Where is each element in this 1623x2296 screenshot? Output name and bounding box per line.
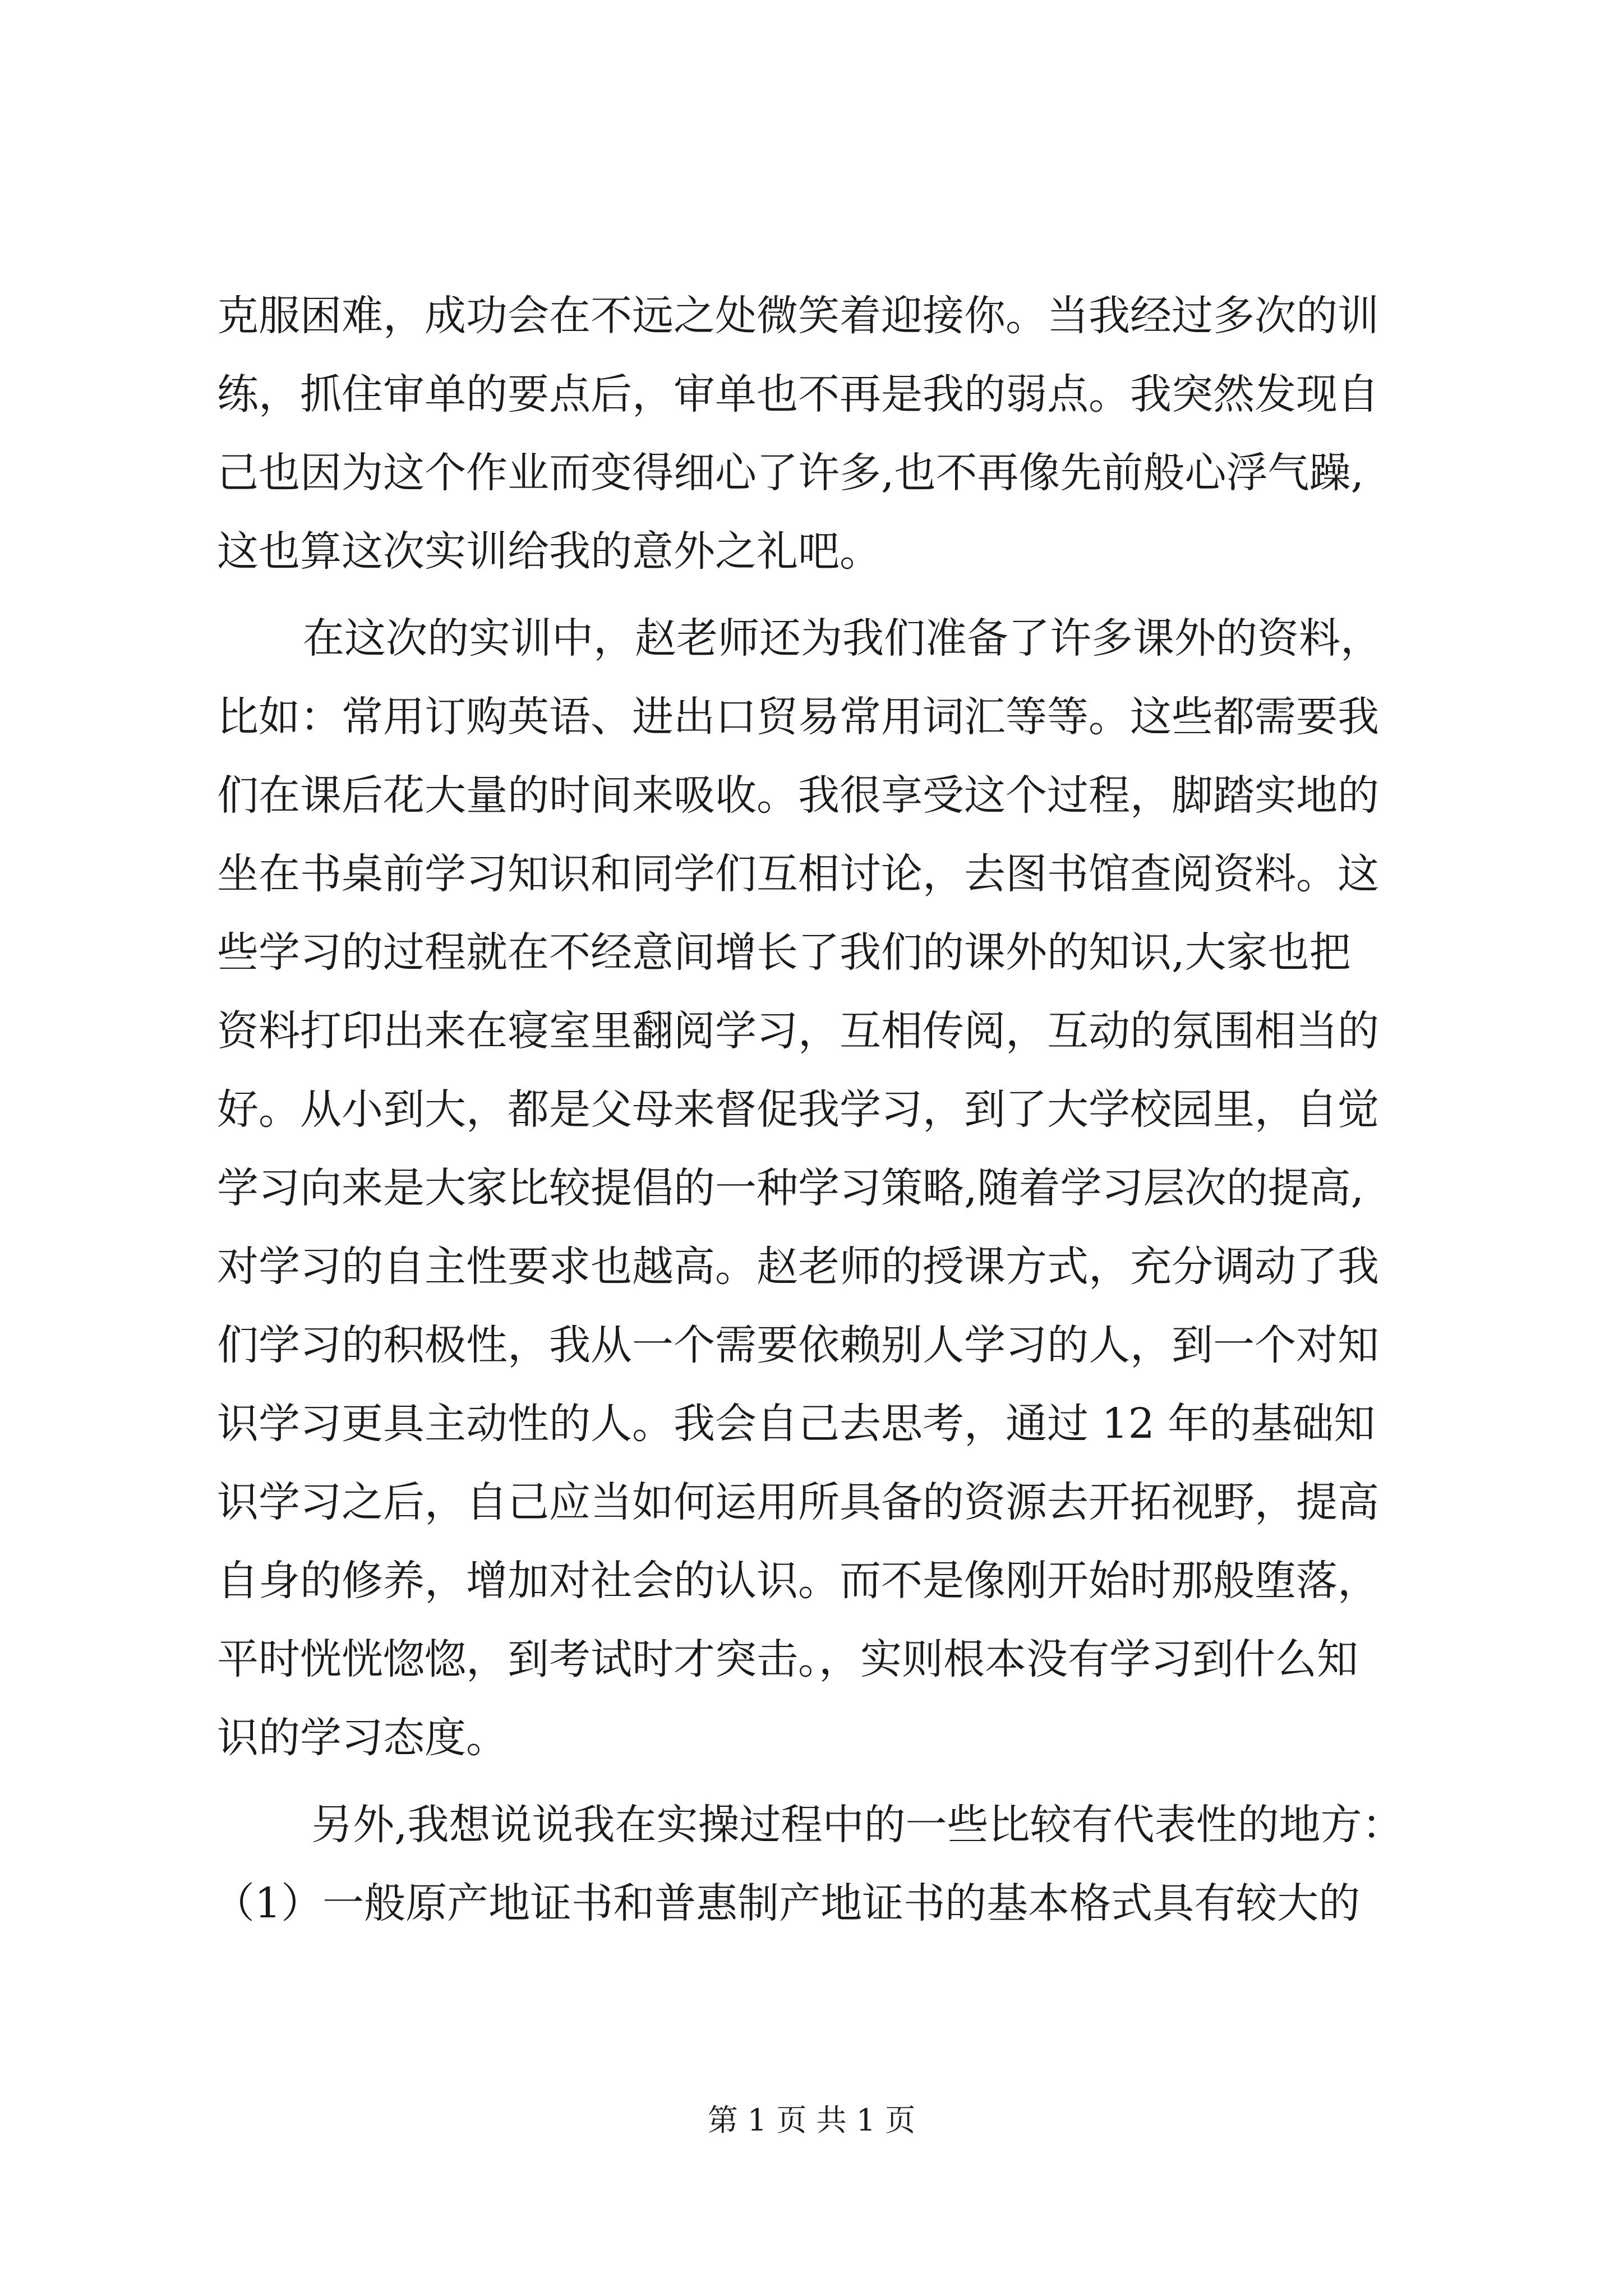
text-line: 坐在书桌前学习知识和同学们互相讨论，去图书馆查阅资料。这 [217,850,1379,898]
text-line: 克服困难，成功会在不远之处微笑着迎接你。当我经过多次的训 [217,292,1379,340]
text-line: 在这次的实训中，赵老师还为我们准备了许多课外的资料， [303,614,1382,662]
text-line: 自身的修养，增加对社会的认识。而不是像刚开始时那般堕落， [217,1557,1379,1605]
text-line: 好。从小到大，都是父母来督促我学习，到了大学校园里，自觉 [217,1085,1379,1134]
text-line: 练，抓住审单的要点后，审单也不再是我的弱点。我突然发现自 [217,370,1379,418]
text-line: 平时恍恍惚惚，到考试时才突击。，实则根本没有学习到什么知 [217,1635,1358,1683]
text-line: 识的学习态度。 [217,1714,508,1762]
text-line: 对学习的自主性要求也越高。赵老师的授课方式，充分调动了我 [217,1243,1379,1291]
text-line: 己也因为这个作业而变得细心了许多,也不再像先前般心浮气躁, [217,449,1364,497]
text-line: 比如：常用订购英语、进出口贸易常用词汇等等。这些都需要我 [217,693,1379,741]
page-footer: 第 1 页 共 1 页 [707,2102,916,2138]
text-line: 这也算这次实训给我的意外之礼吧。 [217,527,881,576]
text-line: 些学习的过程就在不经意间增长了我们的课外的知识,大家也把 [217,928,1351,977]
text-line: 们在课后花大量的时间来吸收。我很享受这个过程，脚踏实地的 [217,771,1379,820]
text-line: 另外,我想说说我在实操过程中的一些比较有代表性的地方： [311,1801,1404,1849]
text-line: 学习向来是大家比较提倡的一种学习策略,随着学习层次的提高, [217,1164,1364,1212]
text-line: 识学习更具主动性的人。我会自己去思考，通过 12 年的基础知 [217,1400,1376,1448]
text-line: （1）一般原产地证书和普惠制产地证书的基本格式具有较大的 [213,1879,1361,1927]
text-line: 识学习之后，自己应当如何运用所具备的资源去开拓视野，提高 [217,1478,1379,1526]
text-line: 资料打印出来在寝室里翻阅学习，互相传阅，互动的氛围相当的 [217,1007,1379,1055]
text-line: 们学习的积极性，我从一个需要依赖别人学习的人，到一个对知 [217,1321,1379,1369]
